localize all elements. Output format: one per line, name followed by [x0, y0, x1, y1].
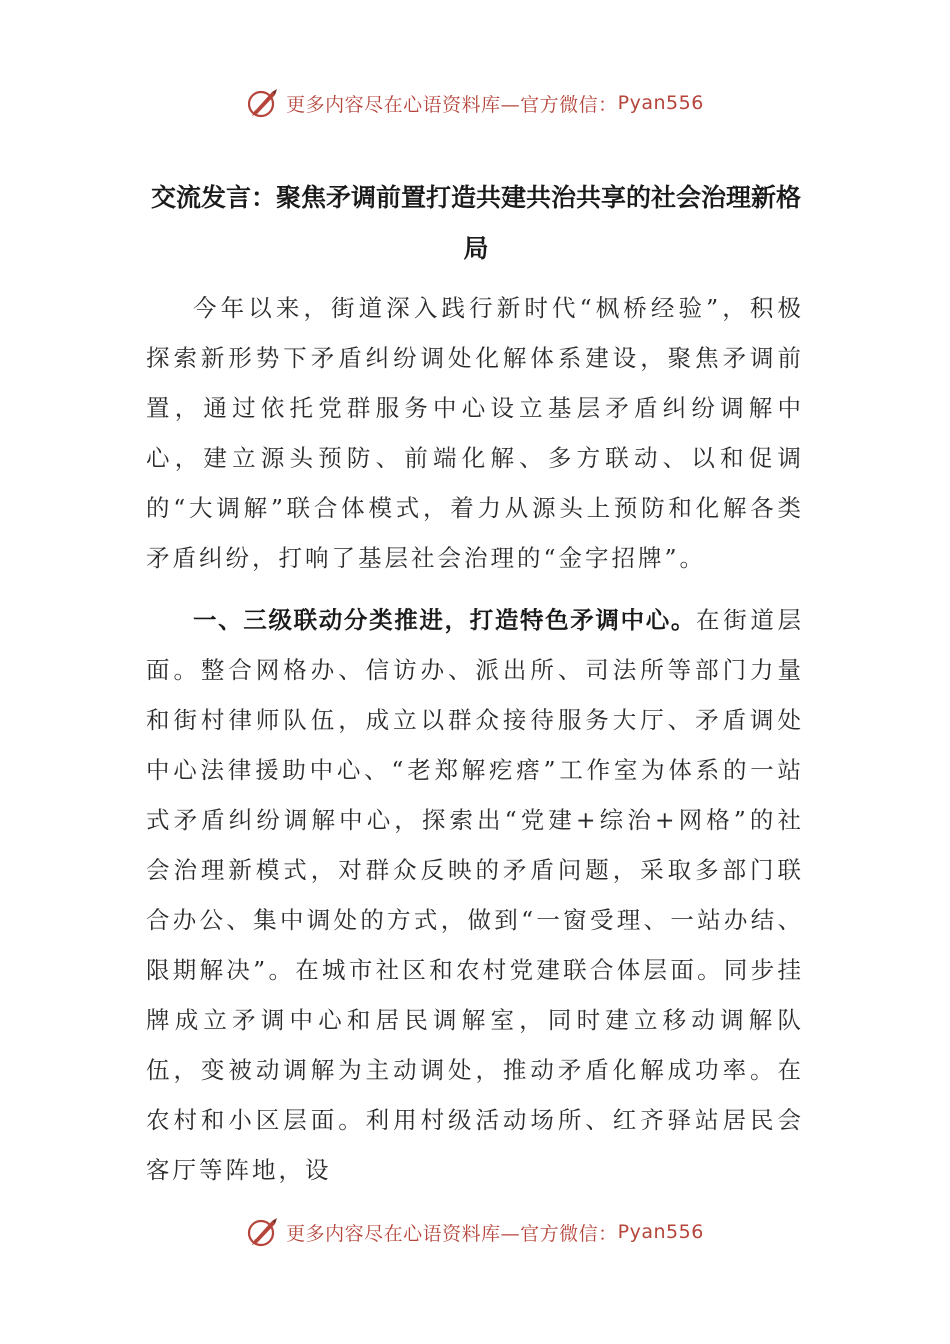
wechat-id: Pyan556 [617, 1221, 704, 1243]
paragraph-text: 在街道层面。整合网格办、信访办、派出所、司法所等部门力量和街村律师队伍，成立以群众接待服务大厅、矛盾调处中心法律援助中心、“老郑解疙瘩”工作室为体系的一站式矛盾纠纷调解中心，探索出“党建+综治+网格”的社会治理新模式，对群众反映的矛盾问题，采取多部门联合办公、集中调处的方式，做到“一窗受理、一站办结、限期解决”。在城市社区和农村党建联合体层面。同步挂牌成立矛调中心和居民调解室，同时建立移动调解队伍，变被动调解为主动调处，推动矛盾化解成功率。在农村和小区层面。利用村级活动场所、红齐驿站居民会客厅等阵地，设 [146, 606, 805, 1184]
wechat-id: Pyan556 [617, 92, 704, 114]
watermark-text: 更多内容尽在心语资料库—官方微信： [286, 93, 618, 116]
watermark-banner-top [0, 85, 950, 121]
quill-logo-icon [246, 1215, 280, 1249]
document-title: 交流发言：聚焦矛调前置打造共建共治共享的社会治理新格局 [150, 183, 801, 263]
watermark-text: 更多内容尽在心语资料库—官方微信： [286, 1222, 618, 1245]
watermark-banner-bottom [0, 1214, 950, 1250]
paragraph-section-one [146, 595, 804, 1195]
paragraph-text: 今年以来，街道深入践行新时代“枫桥经验”，积极探索新形势下矛盾纠纷调处化解体系建设，聚焦矛调前置，通过依托党群服务中心设立基层矛盾纠纷调解中心，建立源头预防、前端化解、多方联动、以和促调的“大调解”联合体模式，着力从源头上预防和化解各类矛盾纠纷，打响了基层社会治理的“金字招牌”。 [146, 294, 804, 572]
section-heading: 一、三级联动分类推进，打造特色矛调中心。 [193, 606, 697, 634]
quill-logo-icon [246, 86, 280, 120]
document-body [146, 283, 804, 1195]
paragraph-intro [146, 283, 804, 583]
